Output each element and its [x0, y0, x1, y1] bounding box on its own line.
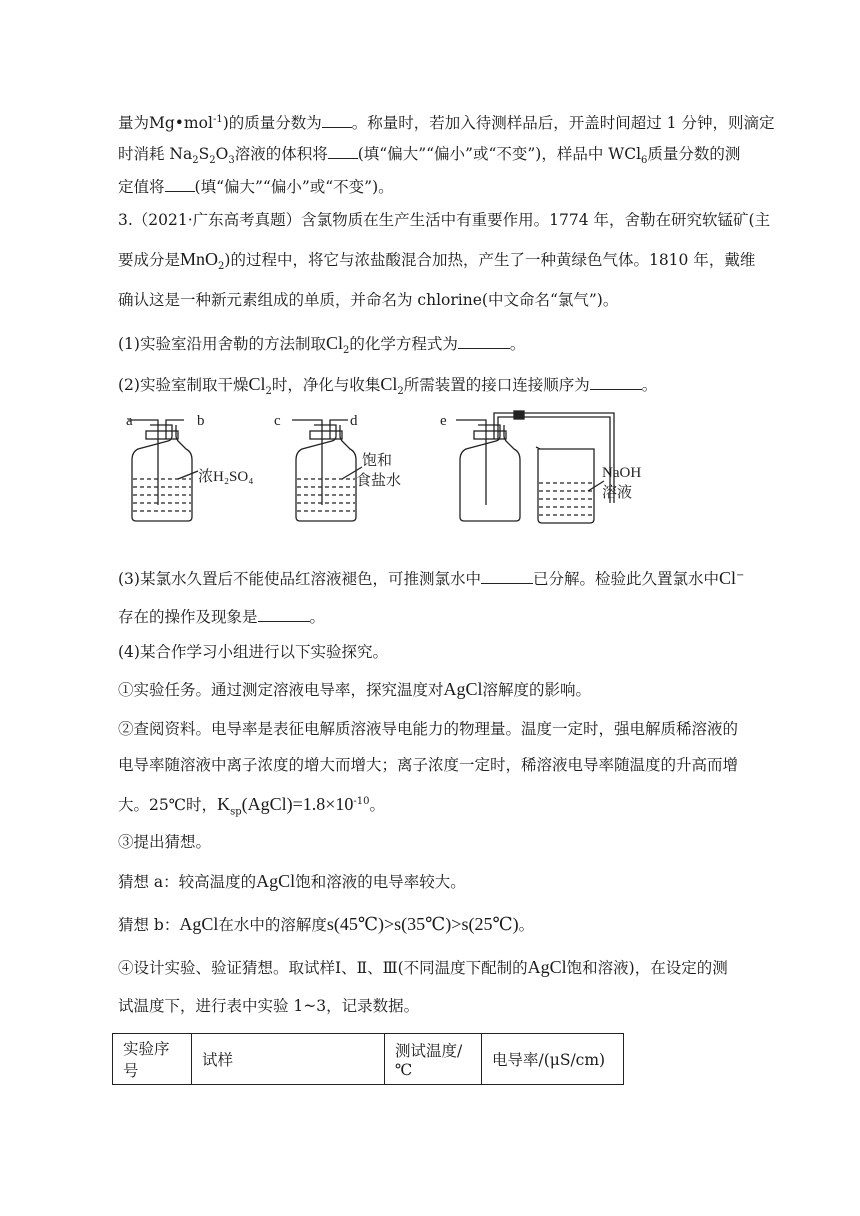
text-line-15: 大。25℃时，$K_{sp}(AgCl)=1.8\times 10^{-10}$。: [118, 794, 386, 818]
text-line-20: 试温度下，进行表中实验 1~3，记录数据。: [118, 997, 420, 1015]
question-3-intro: 3.（2021·广东高考真题）含氯物质在生产生活中有重要作用。1774 年，舍勒在研究软锰矿(主: [118, 211, 771, 229]
reagent-label-conc-h2so4: 浓H₂SO₄: [198, 469, 254, 485]
question-part-1: (1)实验室沿用舍勒的方法制取$Cl_2$的化学方程式为 。: [118, 333, 526, 357]
text-line-1: 量为Mg•mol$^{-1}$)的质量分数为 。称量时，若加入待测样品后，开盖时间超过 1 分钟，则滴定: [118, 114, 775, 133]
text-line-16: ③提出猜想。: [118, 833, 212, 851]
reagent-label-solution: 溶液: [602, 485, 633, 501]
port-label-d: d: [350, 413, 358, 429]
table-header-cell: 试样: [192, 1034, 385, 1085]
text-line-14: 电导率随溶液中离子浓度的增大而增大；离子浓度一定时，稀溶液电导率随温度的升高而增: [118, 756, 739, 774]
answer-blank: [165, 176, 195, 192]
hypothesis-b: 猜想 b：AgCl在水中的溶解度s(45℃)>s(35℃)>s(25℃)。: [118, 914, 535, 934]
text-line-10: 存在的操作及现象是 。: [118, 608, 326, 626]
wash-bottle-conc-sulfuric-acid: [128, 420, 198, 521]
port-label-e: e: [440, 413, 447, 429]
answer-blank: [590, 374, 642, 390]
port-label-a: a: [126, 413, 133, 429]
answer-blank: [322, 112, 352, 128]
table-header-cell: 测试温度/℃: [385, 1034, 482, 1085]
reagent-label-naoh: NaOH: [602, 465, 642, 481]
text-line-19: ④设计实验、验证猜想。取试样Ⅰ、Ⅱ、Ⅲ(不同温度下配制的AgCl饱和溶液)，在设定的测: [118, 957, 728, 977]
answer-blank: [481, 568, 533, 584]
reagent-label-saturated: 饱和: [362, 453, 393, 469]
answer-blank: [258, 606, 310, 622]
question-part-4: (4)某合作学习小组进行以下实验探究。: [118, 643, 388, 661]
text-line-13: ②查阅资料。电导率是表征电解质溶液导电能力的物理量。温度一定时，强电解质稀溶液的: [118, 720, 739, 738]
table-header-row: [113, 1034, 624, 1085]
apparatus-diagram: [118, 405, 678, 530]
table-header-cell: 实验序号: [113, 1034, 192, 1085]
port-label-c: c: [274, 413, 281, 429]
naoh-beaker: [536, 447, 604, 523]
answer-blank: [328, 143, 358, 159]
answer-blank: [458, 333, 510, 349]
reagent-label-brine: 食盐水: [356, 473, 402, 489]
wash-bottle-saturated-brine: [292, 420, 362, 521]
text-line-6: 确认这是一种新元素组成的单质，并命名为 chlorine(中文命名“氯气”)。: [118, 291, 619, 309]
table-header-cell: 电导率/(μS/cm): [482, 1034, 624, 1085]
text-line-12: ①实验任务。通过测定溶液电导率，探究温度对AgCl溶解度的影响。: [118, 679, 592, 699]
hypothesis-a: 猜想 a：较高温度的AgCl饱和溶液的电导率较大。: [118, 871, 466, 891]
text-line-5: 要成分是MnO$_2$)的过程中，将它与浓盐酸混合加热，产生了一种黄绿色气体。1810 年，戴维: [118, 249, 756, 273]
question-part-2: (2)实验室制取干燥$Cl_2$时，净化与收集$Cl_2$所需装置的接口连接顺序为 。: [118, 374, 658, 398]
collection-bottle: [456, 411, 614, 521]
text-line-3: 定值将 (填“偏大”“偏小”或“不变”)。: [118, 178, 394, 196]
port-label-b: b: [197, 413, 205, 429]
experiment-table: [112, 1033, 624, 1085]
text-line-2: 时消耗 $Na_2S_2O_3$溶液的体积将 (填“偏大”“偏小”或“不变”)，样品中 WCl$_6$质量分数的测: [118, 145, 741, 167]
question-part-3: (3)某氯水久置后不能使品红溶液褪色，可推测氯水中 已分解。检验此久置氯水中Cl−: [118, 568, 745, 589]
